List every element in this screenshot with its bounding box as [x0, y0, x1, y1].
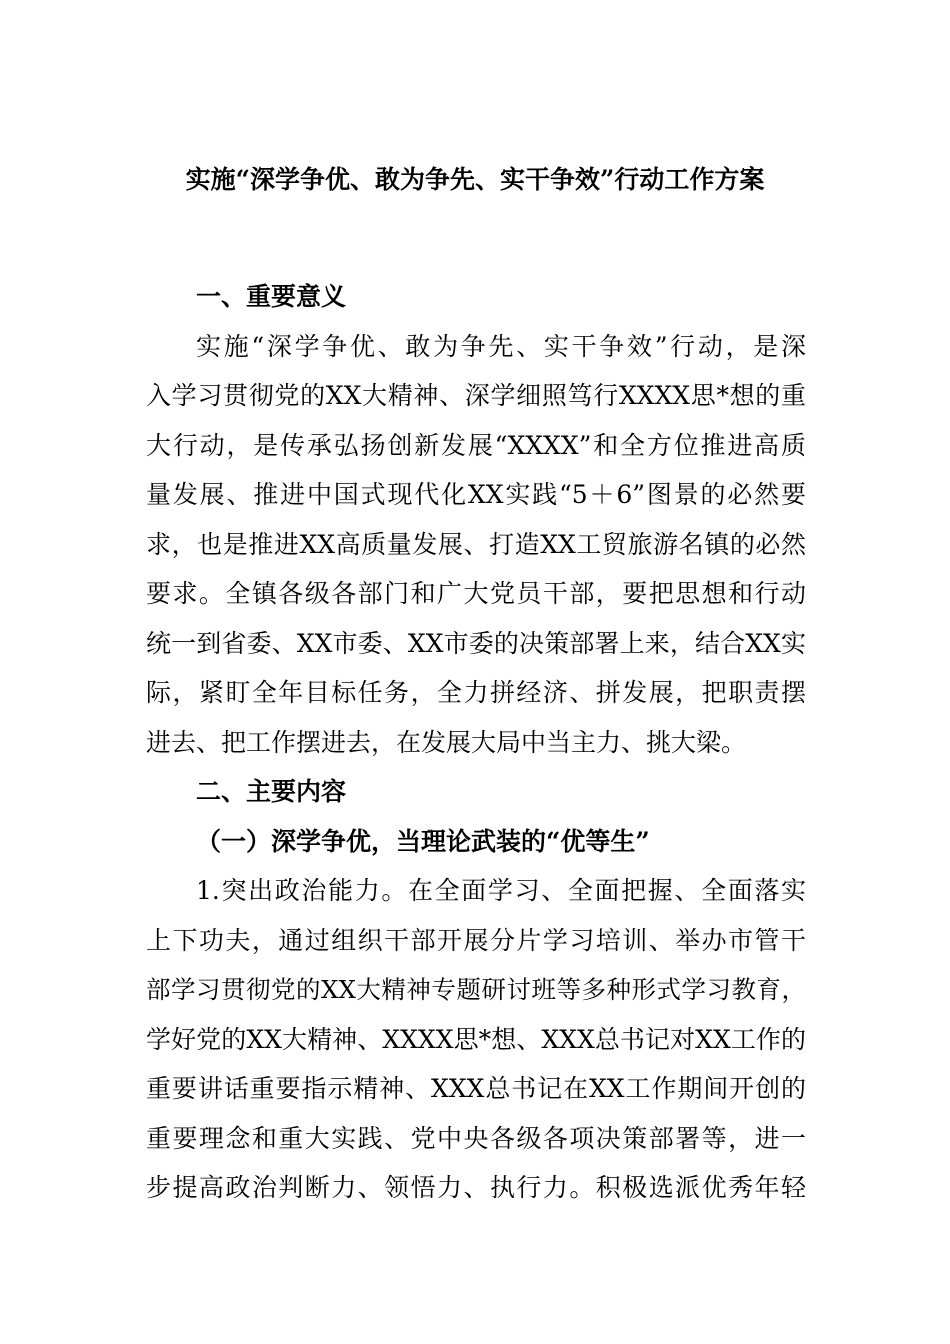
paragraph-line: 大行动，是传承弘扬创新发展“XXXX”和全方位推进高质 [146, 430, 806, 460]
paragraph-line: 求，也是推进XX高质量发展、打造XX工贸旅游名镇的必然 [146, 529, 806, 559]
paragraph-line: 实施“深学争优、敢为争先、实干争效”行动，是深 [196, 331, 806, 361]
subsection-heading-deep-study: （一）深学争优，当理论武装的“优等生” [196, 826, 650, 856]
paragraph-line: 学好党的XX大精神、XXXX思*想、XXX总书记对XX工作的 [146, 1024, 806, 1054]
paragraph-line: 际，紧盯全年目标任务，全力拼经济、拼发展，把职责摆 [146, 678, 806, 707]
section-heading-main-content: 二、主要内容 [196, 777, 347, 806]
paragraph-line: 量发展、推进中国式现代化XX实践“5＋6”图景的必然要 [146, 480, 806, 509]
paragraph-line: 重要理念和重大实践、党中央各级各项决策部署等，进一 [146, 1123, 806, 1153]
paragraph-line: 要求。全镇各级各部门和广大党员干部，要把思想和行动 [146, 579, 806, 608]
paragraph-line: 入学习贯彻党的XX大精神、深学细照笃行XXXX思*想的重 [146, 381, 806, 410]
paragraph-line: 1.突出政治能力。在全面学习、全面把握、全面落实 [196, 876, 806, 905]
paragraph-line: 进去、把工作摆进去，在发展大局中当主力、挑大梁。 [146, 727, 747, 757]
paragraph-line: 统一到省委、XX市委、XX市委的决策部署上来，结合XX实 [146, 628, 806, 658]
section-heading-significance: 一、重要意义 [196, 282, 347, 311]
paragraph-line: 步提高政治判断力、领悟力、执行力。积极选派优秀年轻 [146, 1173, 806, 1202]
paragraph-line: 部学习贯彻党的XX大精神专题研讨班等多种形式学习教育， [146, 975, 806, 1004]
paragraph-line: 重要讲话重要指示精神、XXX总书记在XX工作期间开创的 [146, 1074, 806, 1103]
document-title: 实施“深学争优、敢为争先、实干争效”行动工作方案 [185, 165, 765, 194]
paragraph-line: 上下功夫，通过组织干部开展分片学习培训、举办市管干 [146, 925, 806, 955]
document-body [146, 272, 806, 1213]
